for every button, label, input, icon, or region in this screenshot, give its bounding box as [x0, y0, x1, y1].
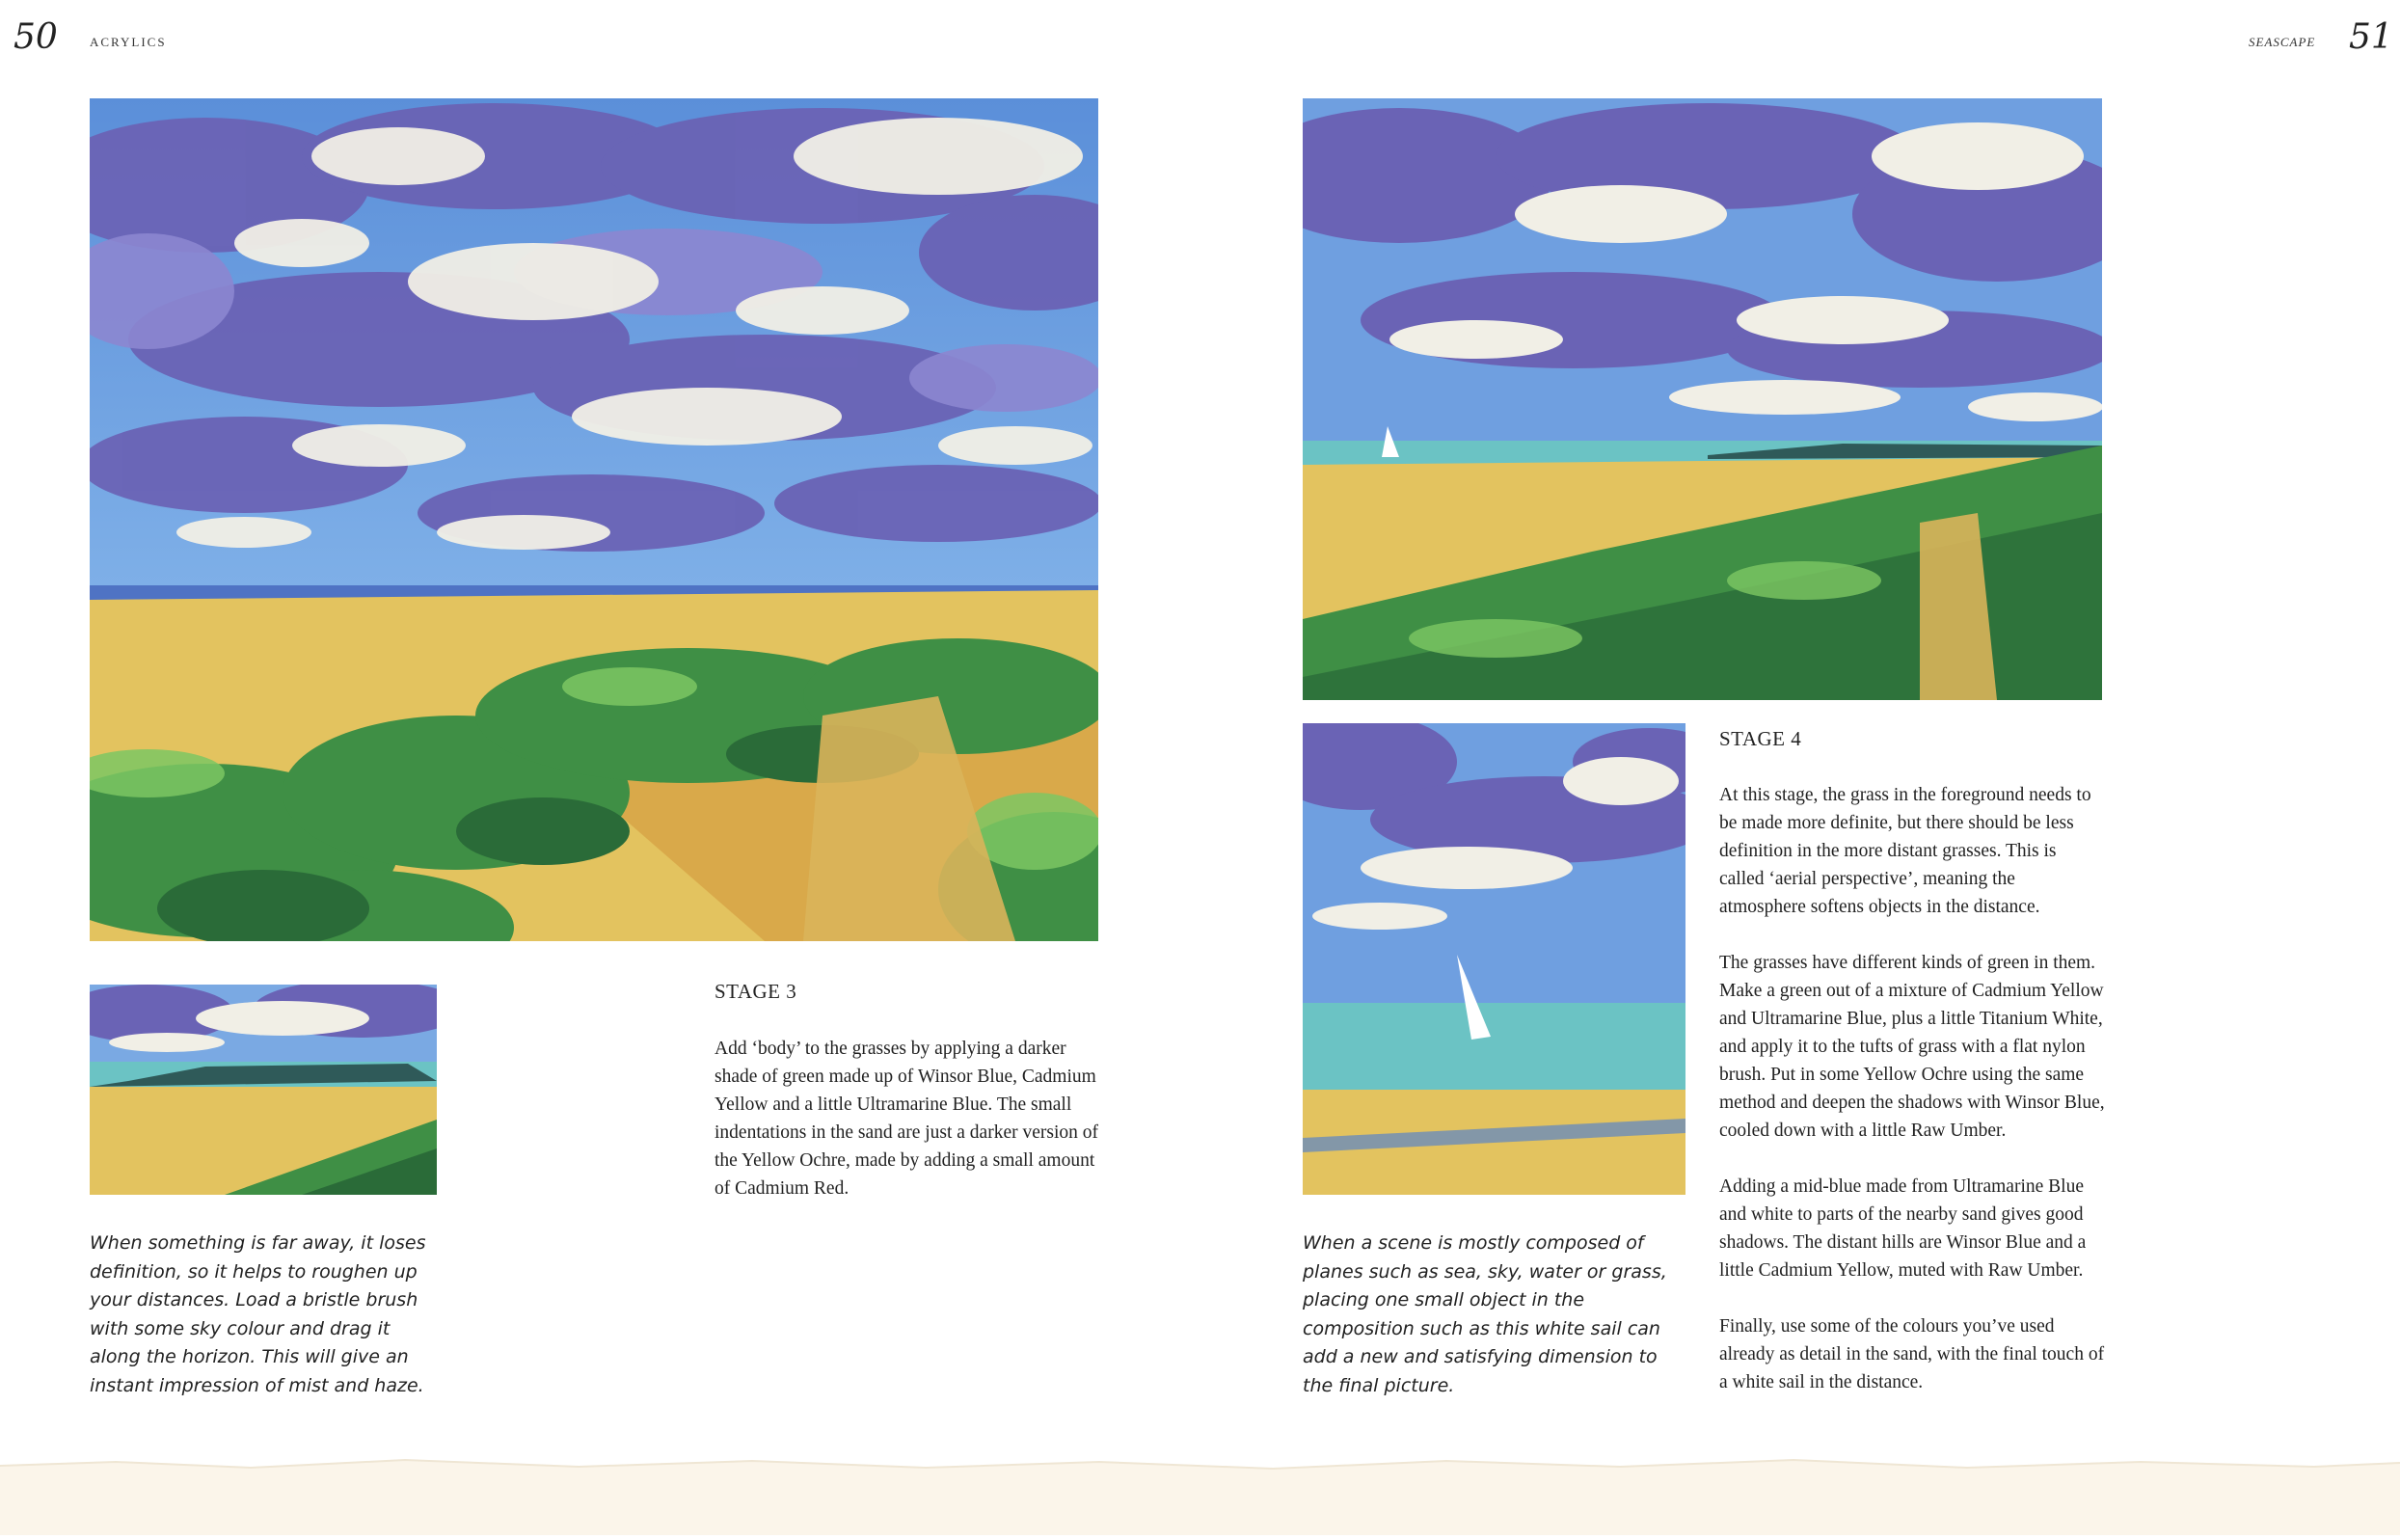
- stage-4-painting: [1303, 98, 2102, 700]
- distance-detail-painting: [90, 985, 437, 1195]
- left-page-number: 50: [13, 17, 58, 57]
- stage-4-paragraph: Adding a mid-blue made from Ultramarine Blue and white to parts of the nearby sand gives good shadows. The distant hills are Winsor Blue and a little Cadmium Yellow, muted with Raw Umber.: [1719, 1176, 2087, 1281]
- stage-3-title: STAGE 3: [715, 980, 797, 1003]
- stage-4-text: [1719, 781, 2105, 1424]
- sail-detail-painting: [1303, 723, 1685, 1195]
- stage-4-paragraph: The grasses have different kinds of green in them. Make a green out of a mixture of Cadmium Yellow and Ultramarine Blue, plus a little Titanium White, and apply it to the tufts of grass with a flat nylon brush. Put in some Yellow Ochre using the same method and deepen the shadows with Winsor Blue, cooled down with a little Raw Umber.: [1719, 953, 2105, 1141]
- stage-4-title: STAGE 4: [1719, 727, 1802, 750]
- right-caption: When a scene is mostly composed of planes such as sea, sky, water or grass, placing one small object in the composition such as this white sail can add a new and satisfying dimension to the final picture.: [1303, 1232, 1667, 1396]
- stage-4-paragraph: At this stage, the grass in the foreground needs to be made more definite, but there should be less definition in the more distant grasses. This is called ‘aerial perspective’, meaning the atmosphere softens objects in the distance.: [1719, 785, 2091, 917]
- right-page-number: 51: [2349, 17, 2393, 57]
- stage-4-paragraph: Finally, use some of the colours you’ve used already as detail in the sand, with the final touch of a white sail in the distance.: [1719, 1316, 2105, 1392]
- left-caption: When something is far away, it loses definition, so it helps to roughen up your distances. Load a bristle brush with some sky colour and drag it along the horizon. This will give an instant impression of mist and haze.: [90, 1232, 426, 1396]
- stage-3-text: Add ‘body’ to the grasses by applying a darker shade of green made up of Winsor Blue, Cadmium Yellow and a little Ultramarine Blue. The small indentations in the sand are just a darker version of the Yellow Ochre, made by adding a small amount of Cadmium Red.: [715, 1039, 1099, 1199]
- right-running-head: SEASCAPE: [2249, 35, 2316, 49]
- left-running-head: ACRYLICS: [90, 35, 167, 49]
- stage-3-painting: [90, 98, 1098, 941]
- torn-paper-edge: [0, 1446, 2400, 1535]
